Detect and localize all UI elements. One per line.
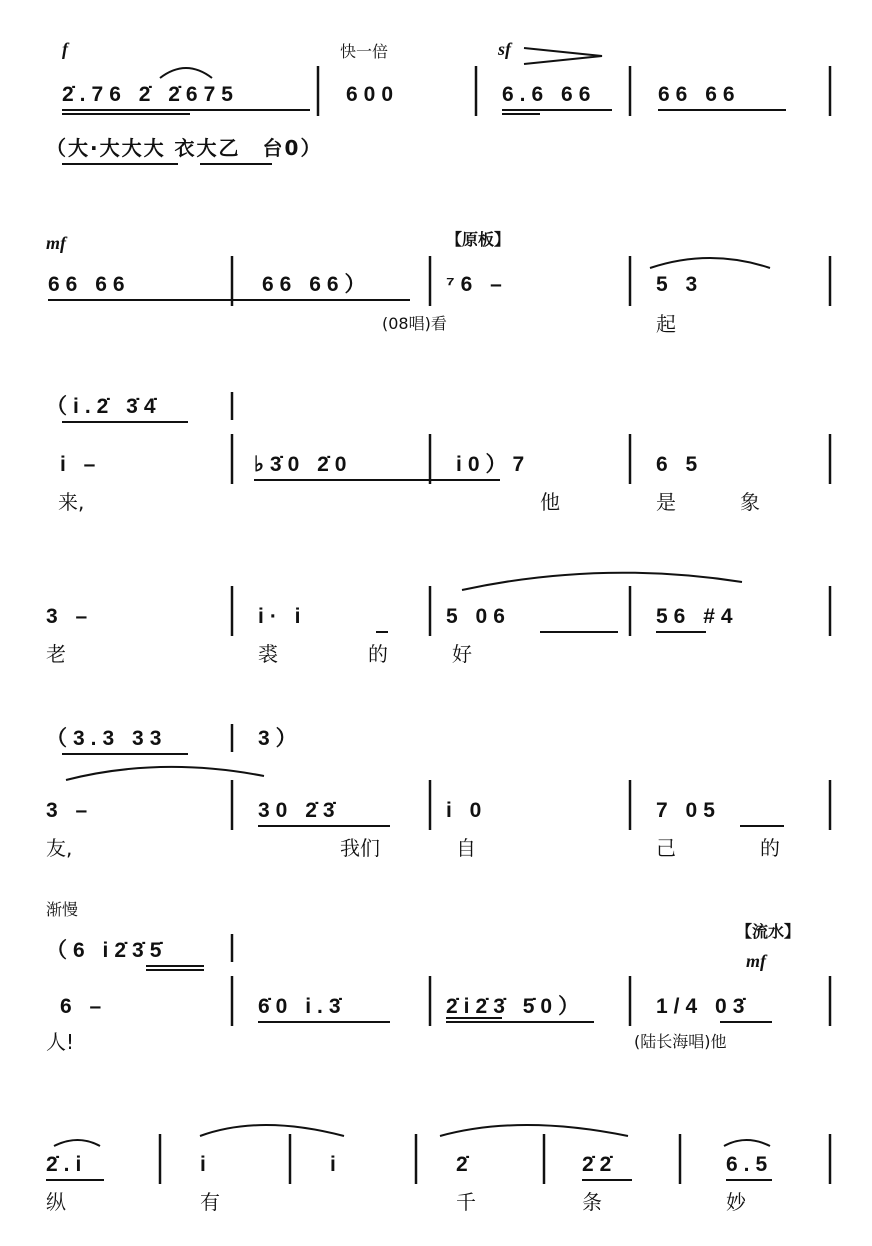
measure: 1/4 03̇ [656, 995, 751, 1018]
measure: 5 3 [656, 273, 704, 296]
dynamic-mark: sf [498, 39, 511, 59]
lyric: 的 [760, 836, 780, 860]
measure: i – [60, 453, 102, 476]
slur [200, 1125, 344, 1136]
slur [66, 767, 264, 780]
accomp-line: 3） [258, 727, 303, 750]
dynamic-mark: mf [746, 951, 766, 971]
slur [160, 68, 212, 78]
measure: 66 66） [262, 273, 372, 296]
lyric: 老 [46, 642, 66, 666]
measure: 5 06 [446, 605, 511, 628]
slur [724, 1140, 770, 1146]
measure: 30 2̇3̇ [258, 799, 341, 822]
measure: ♭3̇0 2̇0 [254, 453, 353, 476]
measure: 6 – [60, 995, 108, 1018]
lyric: 人! [46, 1030, 75, 1054]
lyric: 象 [740, 490, 760, 514]
measure: 56 #4 [656, 605, 739, 628]
measure: 6̇0 i.3̇ [258, 995, 347, 1018]
slur [650, 258, 770, 268]
section-mark: 【原板】 [446, 230, 511, 249]
measure: i 0 [446, 799, 488, 822]
slur [54, 1140, 100, 1146]
lyric: 我们 [340, 836, 380, 860]
lyric: 自 [456, 836, 476, 860]
dynamic-mark: mf [46, 233, 66, 253]
measure: i [200, 1153, 212, 1176]
measure: 7 05 [656, 799, 721, 822]
measure: i [330, 1153, 342, 1176]
measure: i0）7 [456, 453, 531, 476]
lyric: 有 [200, 1190, 220, 1214]
lyric: 来, [58, 490, 85, 514]
measure: ⁷6 – [446, 273, 508, 296]
lyric: 千 [456, 1190, 476, 1214]
measure: 3 – [46, 605, 94, 628]
lyric: 是 [656, 490, 676, 514]
measure: 6.6 66 [502, 83, 597, 106]
dynamic-mark: f [62, 39, 68, 59]
measure: 2̇.i [46, 1153, 88, 1176]
measure: 66 66 [48, 273, 131, 296]
lyric: (08唱)看 [382, 314, 447, 333]
measure: 2̇ [456, 1153, 474, 1176]
measure: 2̇2̇ [582, 1153, 618, 1176]
measure: 2̇i2̇3̇ 5̇0） [446, 995, 586, 1018]
lyric: 友, [46, 836, 73, 860]
measure: 600 [346, 83, 400, 106]
tempo-mark: 快一倍 [340, 42, 389, 61]
accomp-line: （3.3 33 [46, 727, 168, 750]
lyric: 己 [656, 836, 676, 860]
slur [462, 573, 742, 590]
lyric: 妙 [726, 1190, 746, 1214]
measure: 6.5 [726, 1153, 774, 1176]
lyric: 好 [452, 642, 472, 666]
lyric: 他 [540, 490, 560, 514]
percussion-line: （大·大大大 衣大乙 台0） [46, 136, 323, 160]
accomp-line: （i.2̇ 3̇4̇ [46, 395, 162, 418]
lyric: 的 [368, 642, 388, 666]
measure: 66 66 [658, 83, 741, 106]
section-mark: 【流水】 [736, 922, 801, 941]
measure: 6 5 [656, 453, 704, 476]
lyric: 起 [656, 312, 676, 336]
lyric: (陆长海唱)他 [634, 1032, 727, 1051]
hairpin [524, 48, 602, 64]
lyric: 条 [582, 1190, 602, 1214]
lyric: 裘 [258, 642, 278, 666]
tempo-mark: 渐慢 [46, 900, 79, 919]
lyric: 纵 [46, 1190, 66, 1214]
measure: i· i [258, 605, 307, 628]
slur [440, 1125, 628, 1136]
accomp-line: （6 i2̇3̇5̇ [46, 939, 168, 962]
measure: 3 – [46, 799, 94, 822]
measure: 2̇.76 2̇ 2̇675 [62, 83, 239, 106]
